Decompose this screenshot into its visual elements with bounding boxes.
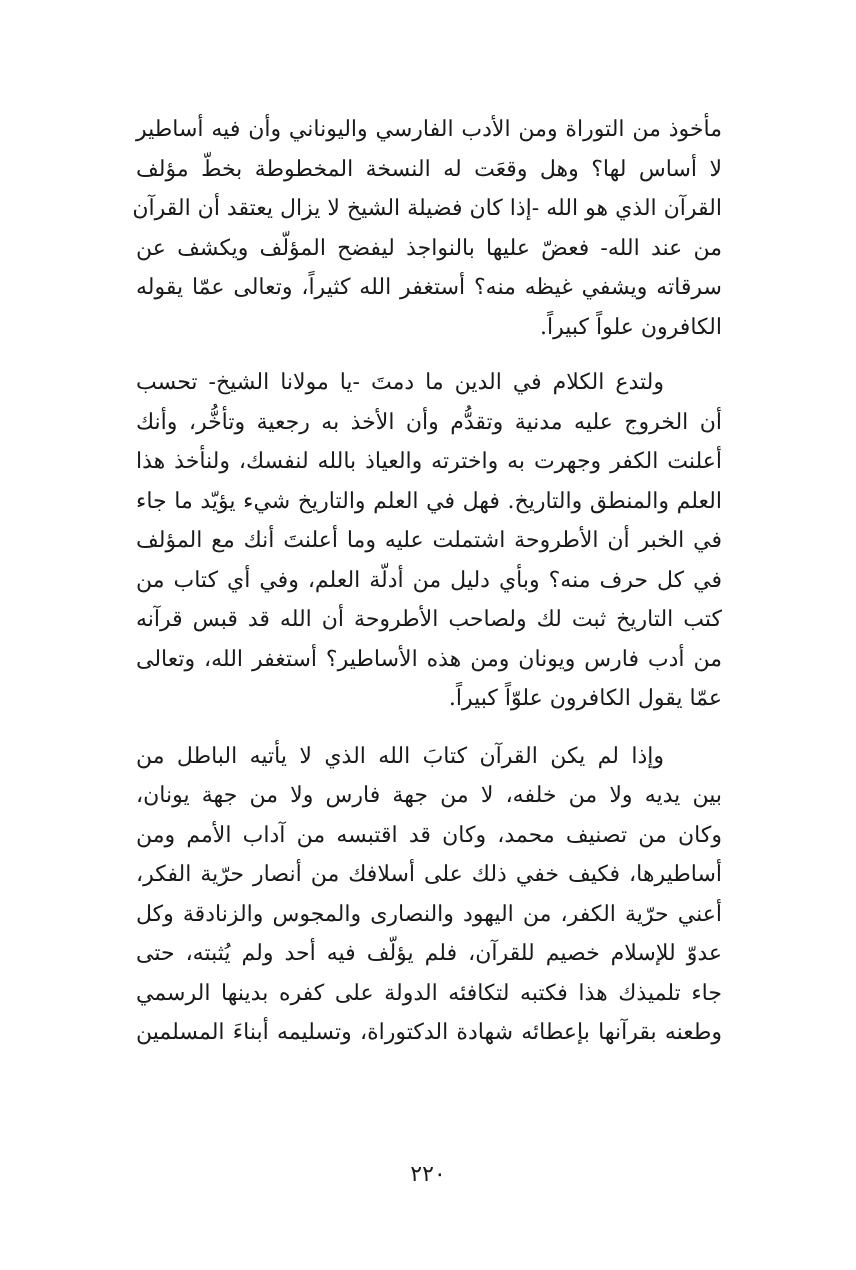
text-line: من أدب فارس ويونان ومن هذه الأساطير؟ أستغفر الله، وتعالى <box>136 646 722 672</box>
text-line: ولتدع الكلام في الدين ما دمتَ -يا مولانا الشيخ- تحسب <box>136 370 664 395</box>
text-line: بين يديه ولا من خلفه، لا من جهة فارس ولا من جهة يونان، <box>136 783 722 808</box>
paragraph-gap <box>136 347 722 363</box>
text-line: جاء تلميذك هذا فكتبه لتكافئه الدولة على كفره بدينها الرسمي <box>136 980 722 1006</box>
text-line: في كل حرف منه؟ وبأي دليل من أدلّة العلم، وفي أي كتاب من <box>136 567 722 593</box>
text-line: كتب التاريخ ثبت لك ولصاحب الأطروحة أن الله قد قبس قرآنه <box>136 607 722 632</box>
text-line: في الخبر أن الأطروحة اشتملت عليه وما أعلنتَ أنك مع المؤلف <box>136 528 722 553</box>
text-line: وإذا لم يكن القرآن كتابَ الله الذي لا يأتيه الباطل من <box>136 743 664 769</box>
text-line: أساطيرها، فكيف خفي ذلك على أسلافك من أنصار حرّية الفكر، <box>136 862 722 887</box>
text-line: وطعنه بقرآنها بإعطائه شهادة الدكتوراة، وتسليمه أبناءَ المسلمين <box>136 1020 722 1045</box>
text-line: الكافرون علواً كبيراً. <box>540 314 722 340</box>
paragraph-3 <box>136 737 722 1053</box>
text-line: عدوّ للإسلام خصيم للقرآن، فلم يؤلّف فيه أحد ولم يُثبته، حتى <box>136 941 722 966</box>
paragraph-gap <box>136 719 722 737</box>
text-line: من عند الله- فعضّ عليها بالنواجذ ليفضح المؤلّف ويكشف عن <box>136 235 722 261</box>
text-line: أعلنت الكفر وجهرت به واخترته والعياذ بالله لنفسك، ولنأخذ هذا <box>136 449 722 474</box>
text-line: سرقاته ويشفي غيظه منه؟ أستغفر الله كثيراً، وتعالى عمّا يقوله <box>136 275 722 300</box>
text-line: عمّا يقول الكافرون علوّاً كبيراً. <box>448 686 722 711</box>
text-line: القرآن الذي هو الله -إذا كان فضيلة الشيخ لا يزال يعتقد أن القرآن <box>132 196 722 221</box>
text-line: أن الخروج عليه مدنية وتقدُّم وأن الأخذ به رجعية وتأخُّر، وأنك <box>136 409 722 435</box>
text-line: العلم والمنطق والتاريخ. فهل في العلم والتاريخ شيء يؤيّد ما جاء <box>136 488 722 514</box>
paragraph-2 <box>136 363 722 719</box>
page-number: ٢٢٠ <box>410 1162 446 1187</box>
paragraph-1 <box>132 110 722 347</box>
text-line: لا أساس لها؟ وهل وقعَت له النسخة المخطوطة بخطّ مؤلف <box>136 156 722 182</box>
text-line: أعني حرّية الكفر، من اليهود والنصارى والمجوس والزنادقة وكل <box>136 901 722 927</box>
text-body <box>132 110 722 1053</box>
text-line: وكان من تصنيف محمد، وكان قد اقتبسه من آداب الأمم ومن <box>136 822 722 848</box>
text-line: مأخوذ من التوراة ومن الأدب الفارسي واليوناني وأن فيه أساطير <box>136 117 722 142</box>
